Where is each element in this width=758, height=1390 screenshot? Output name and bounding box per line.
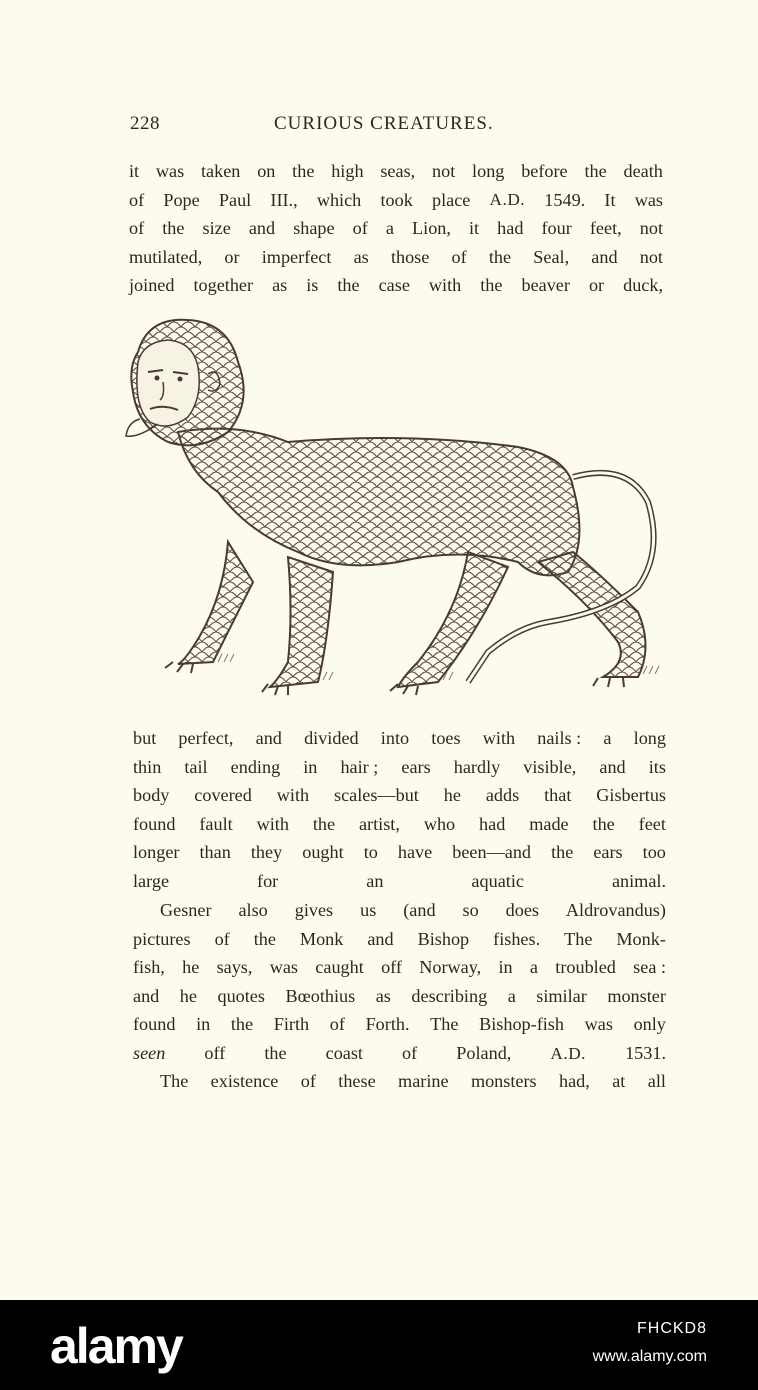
word: also xyxy=(238,900,268,920)
word: a xyxy=(529,957,538,978)
text-line xyxy=(133,982,666,1011)
word: was xyxy=(584,1014,613,1035)
word: It xyxy=(604,189,616,210)
alamy-logo: alamy xyxy=(50,1318,182,1374)
word: shape xyxy=(293,218,335,239)
word: ears xyxy=(593,842,623,863)
word: feet xyxy=(638,813,666,834)
word: Bishop-fish xyxy=(479,1014,564,1035)
word: too xyxy=(642,842,666,863)
word: the xyxy=(592,813,615,834)
word: of xyxy=(129,218,145,239)
word: marine xyxy=(398,1071,449,1091)
word: not xyxy=(639,246,663,267)
word: had xyxy=(497,218,524,239)
word: and xyxy=(591,246,618,267)
word: on xyxy=(257,161,276,181)
word: us xyxy=(360,900,377,920)
word: made xyxy=(529,813,569,834)
word: in xyxy=(196,1014,211,1035)
word: into xyxy=(380,728,410,748)
word: tail xyxy=(184,756,208,777)
word: have xyxy=(397,842,433,863)
text-line xyxy=(133,810,666,839)
word: those xyxy=(390,246,430,267)
word: so xyxy=(462,900,479,920)
word: had xyxy=(479,813,506,834)
word: body xyxy=(133,785,170,806)
word: a xyxy=(507,985,516,1006)
word: seas, xyxy=(380,161,416,181)
text-line xyxy=(133,867,666,896)
word: together xyxy=(193,275,254,296)
word: A.D. xyxy=(489,189,526,209)
word: off xyxy=(381,957,402,978)
word: Firth xyxy=(273,1014,310,1035)
word: III., xyxy=(270,189,298,210)
word: as xyxy=(375,985,391,1006)
word: a xyxy=(385,218,394,239)
word: Norway, xyxy=(419,957,482,978)
word: but xyxy=(133,728,157,748)
word: not xyxy=(639,218,663,239)
word: of xyxy=(214,928,230,949)
word: these xyxy=(338,1071,376,1091)
word: describing xyxy=(411,985,488,1006)
word: and xyxy=(133,985,160,1006)
word: sea : xyxy=(633,957,666,978)
page-number: 228 xyxy=(130,113,160,134)
word: adds xyxy=(485,785,520,806)
word: the xyxy=(488,246,512,267)
text-line xyxy=(133,953,666,982)
text-line xyxy=(129,157,663,186)
word: divided xyxy=(304,728,359,748)
text-line xyxy=(129,243,663,272)
word: not xyxy=(432,161,456,181)
word: nails : xyxy=(537,728,582,748)
paragraph-2 xyxy=(133,724,666,896)
word: was xyxy=(269,957,299,978)
word: and xyxy=(367,928,394,949)
word: than xyxy=(199,842,231,863)
word: they xyxy=(250,842,283,863)
word: feet, xyxy=(589,218,622,239)
word: place xyxy=(431,189,471,210)
word: four xyxy=(541,218,572,239)
word: a xyxy=(603,728,612,748)
word: in xyxy=(498,957,513,978)
word: the xyxy=(480,275,503,296)
watermark-bar xyxy=(0,1300,758,1390)
word: longer xyxy=(133,842,180,863)
word: ought xyxy=(302,842,344,863)
word: who xyxy=(423,813,456,834)
word: joined xyxy=(129,275,175,296)
word: its xyxy=(648,756,666,777)
word: monsters xyxy=(470,1071,537,1091)
word: and xyxy=(599,756,626,777)
word: the xyxy=(230,1014,254,1035)
text-line xyxy=(133,753,666,782)
word: Pope xyxy=(163,189,200,210)
word: Monk- xyxy=(616,928,666,949)
text-line xyxy=(133,838,666,867)
word: (and xyxy=(403,900,436,920)
word: in xyxy=(303,756,318,777)
word: only xyxy=(633,1014,666,1035)
word: with xyxy=(256,813,289,834)
word: Bœothius xyxy=(285,985,356,1006)
paragraph-4 xyxy=(133,1067,666,1096)
word: scales—but xyxy=(334,785,419,806)
word: found xyxy=(133,813,176,834)
word: The xyxy=(160,1071,189,1091)
word: toes xyxy=(431,728,461,748)
word: The xyxy=(564,928,593,949)
word: the xyxy=(312,813,336,834)
word: covered xyxy=(194,785,252,806)
word: mutilated, xyxy=(129,246,203,267)
word: beaver xyxy=(521,275,570,296)
word: found xyxy=(133,1014,176,1035)
word: quotes xyxy=(217,985,265,1006)
word: size xyxy=(202,218,231,239)
word: Seal, xyxy=(533,246,570,267)
word: duck, xyxy=(623,275,663,296)
image-id: FHCKD8 xyxy=(636,1320,707,1337)
word: is xyxy=(306,275,319,296)
word: monster xyxy=(607,985,666,1006)
word: all xyxy=(647,1071,666,1091)
word: at xyxy=(612,1071,626,1091)
italic-word: seen xyxy=(133,1042,166,1063)
word: of xyxy=(129,189,145,210)
word: of xyxy=(451,246,467,267)
word: fish, xyxy=(133,957,165,978)
word: the xyxy=(551,842,574,863)
word: ears xyxy=(401,756,431,777)
paragraph-3-final-line: seen off the coast of Poland, A.D. 1531. xyxy=(133,1042,667,1063)
word: fault xyxy=(199,813,233,834)
word: caught xyxy=(315,957,364,978)
word: with xyxy=(482,728,516,748)
word: or xyxy=(588,275,605,296)
word: thin xyxy=(133,756,162,777)
word: and xyxy=(255,728,282,748)
word: artist, xyxy=(358,813,400,834)
word: existence xyxy=(210,1071,279,1091)
word: long xyxy=(633,728,666,748)
paragraph-1 xyxy=(129,157,663,300)
text-line xyxy=(133,896,666,925)
word: of xyxy=(329,1014,345,1035)
text-line xyxy=(129,186,663,215)
word: fishes. xyxy=(493,928,541,949)
word: Forth. xyxy=(365,1014,410,1035)
word: death xyxy=(623,161,663,181)
text-line xyxy=(133,1010,666,1039)
word: took xyxy=(380,189,413,210)
word: as xyxy=(353,246,369,267)
word: been—and xyxy=(452,842,532,863)
word: case xyxy=(378,275,410,296)
word: the xyxy=(253,928,276,949)
word: with xyxy=(276,785,310,806)
word: Monk xyxy=(299,928,344,949)
word: Gisbertus xyxy=(596,785,666,806)
word: was xyxy=(634,189,663,210)
word: before xyxy=(521,161,568,181)
word: he xyxy=(182,957,200,978)
word: the xyxy=(162,218,185,239)
word: large for an aquatic animal. xyxy=(133,870,666,891)
word: says, xyxy=(216,957,253,978)
word: troubled xyxy=(555,957,616,978)
text-line xyxy=(133,925,666,954)
lion-body xyxy=(126,320,659,695)
word: hardly xyxy=(453,756,501,777)
word: taken xyxy=(201,161,241,181)
site-url: www.alamy.com xyxy=(592,1348,707,1365)
word: of xyxy=(352,218,368,239)
word: he xyxy=(443,785,461,806)
page-header xyxy=(130,113,665,139)
word: which xyxy=(316,189,362,210)
word: similar xyxy=(536,985,587,1006)
word: the xyxy=(337,275,360,296)
text-line xyxy=(133,724,666,753)
text-line xyxy=(129,214,663,243)
word: pictures xyxy=(133,928,191,949)
scaled-lion-illustration xyxy=(118,312,688,712)
text-line xyxy=(133,781,666,810)
word: of xyxy=(300,1071,316,1091)
word: as xyxy=(272,275,288,296)
word: imperfect xyxy=(261,246,332,267)
word: hair ; xyxy=(340,756,379,777)
text-line xyxy=(129,271,663,300)
paragraph-3 xyxy=(133,896,666,1069)
word: it xyxy=(129,161,140,181)
word: Gesner xyxy=(160,900,212,920)
word: Lion, xyxy=(412,218,451,239)
word: Aldrovandus) xyxy=(565,900,666,920)
word: was xyxy=(155,161,185,181)
word: Paul xyxy=(218,189,252,210)
word: perfect, xyxy=(178,728,234,748)
word: and xyxy=(248,218,276,239)
word: with xyxy=(428,275,462,296)
word: or xyxy=(224,246,240,267)
word: Bishop xyxy=(417,928,470,949)
word: it xyxy=(469,218,480,239)
word: that xyxy=(544,785,572,806)
running-title: CURIOUS CREATURES. xyxy=(274,113,494,134)
word: the xyxy=(584,161,607,181)
word: ending xyxy=(230,756,281,777)
word: he xyxy=(179,985,197,1006)
word: The xyxy=(430,1014,459,1035)
word: visible, xyxy=(523,756,577,777)
word: to xyxy=(363,842,378,863)
text-line xyxy=(133,1067,666,1096)
word: the xyxy=(292,161,315,181)
word: does xyxy=(505,900,539,920)
word: 1549. xyxy=(544,189,586,210)
word: long xyxy=(472,161,505,181)
word: high xyxy=(331,161,364,181)
word: had, xyxy=(559,1071,590,1091)
word: gives xyxy=(294,900,334,920)
